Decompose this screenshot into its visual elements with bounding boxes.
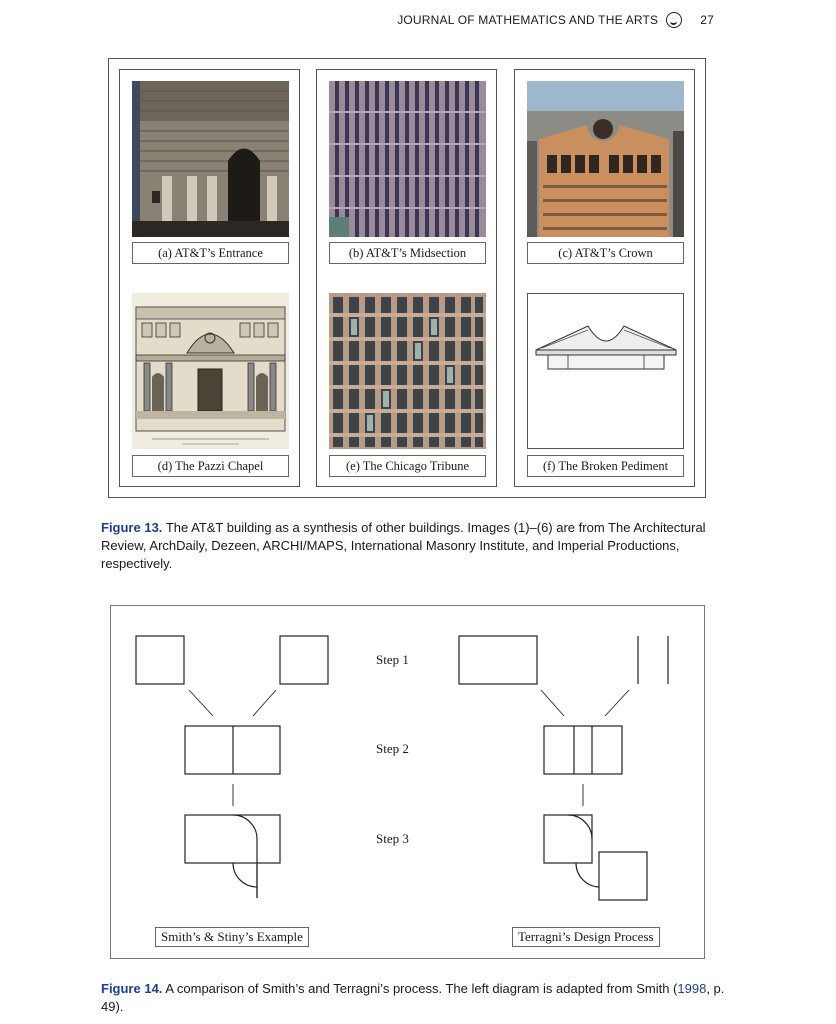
att-entrance-photo	[132, 81, 289, 237]
panel-c-caption: (c) AT&T’s Crown	[527, 242, 684, 264]
journal-logo-icon	[666, 12, 682, 28]
figure-13-caption	[101, 519, 731, 573]
smith-stiny-example-label: Smith’s & Stiny’s Example	[155, 927, 309, 947]
step-1-label: Step 1	[376, 652, 409, 667]
left-step1-square-a	[136, 636, 184, 684]
right-step2-rect	[544, 726, 622, 774]
chicago-tribune-photo	[329, 293, 486, 449]
panel-f-caption: (f) The Broken Pediment	[527, 455, 684, 477]
right-step1-rect	[459, 636, 537, 684]
panel-d-caption: (d) The Pazzi Chapel	[132, 455, 289, 477]
step-2-label: Step 2	[376, 741, 409, 756]
left-step3-shape	[185, 815, 280, 863]
figure-14-caption-text-pre: A comparison of Smith’s and Terragni’s process. The left diagram is adapted from Smith (	[165, 981, 678, 996]
figure-14-label: Figure 14.	[101, 981, 163, 996]
figure-13-column-3	[514, 69, 695, 487]
right-step3-square-b	[599, 852, 647, 900]
panel-b-caption: (b) AT&T’s Midsection	[329, 242, 486, 264]
terragni-design-process-label: Terragni’s Design Process	[512, 927, 660, 947]
figure-13-caption-text: The AT&T building as a synthesis of other buildings. Images (1)–(6) are from The Architectural Review, ArchDaily, Dezeen, ARCHI/MAPS, International Masonry Institute, and Imperial Productions, respectively.	[101, 520, 706, 571]
left-step1-square-b	[280, 636, 328, 684]
figure-14	[110, 605, 705, 959]
figure-13-label: Figure 13.	[101, 520, 163, 535]
figure-13	[108, 58, 706, 498]
figure-13-column-1	[119, 69, 300, 487]
running-header	[397, 12, 714, 28]
att-midsection-photo	[329, 81, 486, 237]
att-crown-photo	[527, 81, 684, 237]
journal-title: JOURNAL OF MATHEMATICS AND THE ARTS	[397, 13, 659, 27]
pazzi-chapel-engraving	[132, 293, 289, 449]
figure-13-column-2	[316, 69, 497, 487]
figure-14-caption-text-post: , p. 49).	[101, 981, 725, 1014]
page-number: 27	[700, 13, 714, 27]
panel-e-caption: (e) The Chicago Tribune	[329, 455, 486, 477]
step-3-label: Step 3	[376, 831, 409, 846]
panel-a-caption: (a) AT&T’s Entrance	[132, 242, 289, 264]
smith-1998-citation-link[interactable]: 1998	[677, 981, 707, 996]
broken-pediment-drawing	[527, 293, 684, 449]
figure-14-caption	[101, 980, 731, 1016]
